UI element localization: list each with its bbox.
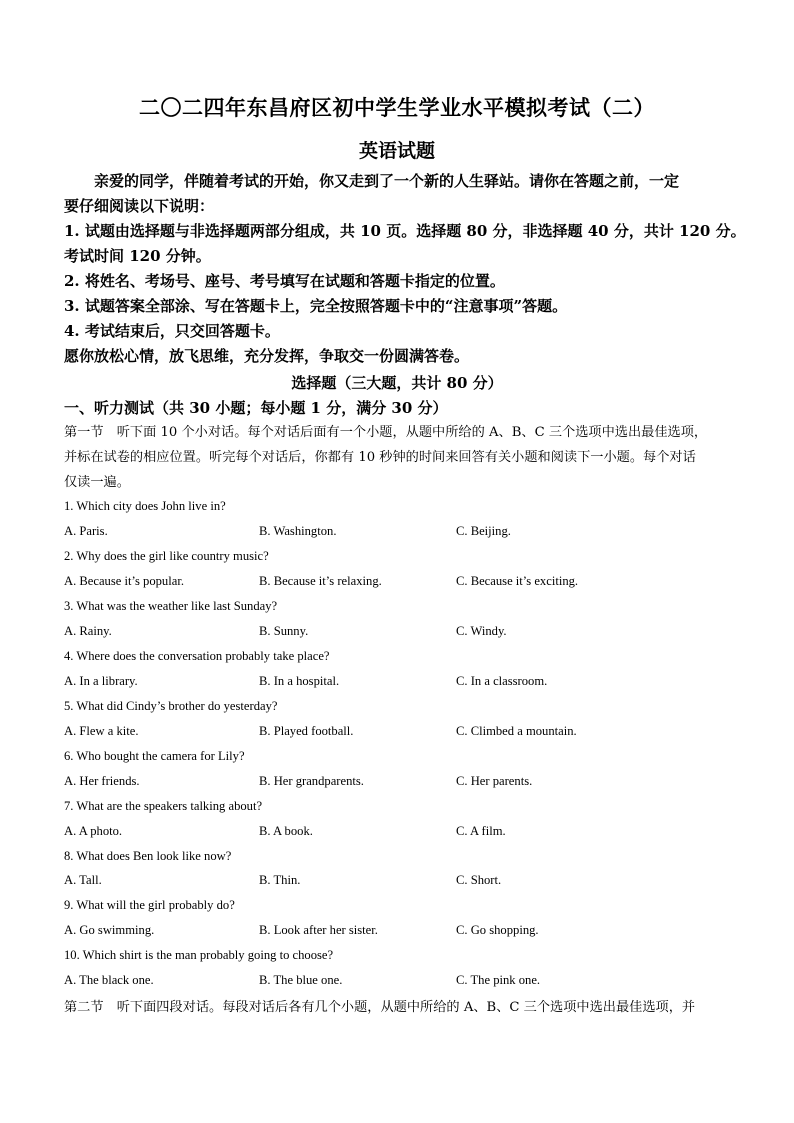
part-title: 一、听力测试（共 30 小题；每小题 1 分，满分 30 分） <box>64 399 448 417</box>
option-b: B. Because it’s relaxing. <box>259 574 382 588</box>
intro-line: 3. 试题答案全部涂、写在答题卡上，完全按照答题卡中的“注意事项”答题。 <box>64 297 568 315</box>
option-c: C. Go shopping. <box>456 923 539 937</box>
option-a: A. Tall. <box>64 873 102 887</box>
option-c: C. Her parents. <box>456 774 533 788</box>
instruction-line: 第一节 听下面 10 个小对话。每个对话后面有一个小题，从题中所给的 A、B、C 三个选项中选出最佳选项， <box>64 425 708 440</box>
option-a: A. Paris. <box>64 524 108 538</box>
intro-line: 2. 将姓名、考场号、座号、考号填写在试题和答题卡指定的位置。 <box>64 272 505 290</box>
intro-line: 亲爱的同学，伴随着考试的开始，你又走到了一个新的人生驿站。请你在答题之前，一定 <box>64 172 680 190</box>
question: 3. What was the weather like last Sunday? <box>64 599 278 613</box>
option-a: A. A photo. <box>64 824 123 838</box>
intro-line: 考试时间 120 分钟。 <box>64 247 211 265</box>
question: 8. What does Ben look like now? <box>64 849 232 863</box>
option-b: B. Her grandparents. <box>259 774 364 788</box>
question: 10. Which shirt is the man probably going to choose? <box>64 948 334 962</box>
option-a: A. Because it’s popular. <box>64 574 184 588</box>
option-b: B. Look after her sister. <box>259 923 378 937</box>
option-b: B. The blue one. <box>259 973 343 987</box>
intro-line: 愿你放松心情，放飞思维，充分发挥，争取交一份圆满答卷。 <box>64 347 470 365</box>
question: 7. What are the speakers talking about? <box>64 799 263 813</box>
option-a: A. Her friends. <box>64 774 140 788</box>
instruction-line: 仅读一遍。 <box>64 475 130 490</box>
section-title: 选择题（三大题，共计 80 分） <box>291 374 503 392</box>
option-a: A. Flew a kite. <box>64 724 139 738</box>
intro-line: 要仔细阅读以下说明： <box>64 197 215 215</box>
option-c: C. Windy. <box>456 624 507 638</box>
question: 1. Which city does John live in? <box>64 499 226 513</box>
option-b: B. A book. <box>259 824 313 838</box>
instruction-line: 第二节 听下面四段对话。每段对话后各有几个小题，从题中所给的 A、B、C 三个选项中选出最佳选项，并 <box>64 1000 696 1015</box>
question: 2. Why does the girl like country music? <box>64 549 269 563</box>
option-c: C. In a classroom. <box>456 674 548 688</box>
instruction-line: 并标在试卷的相应位置。听完每个对话后，你都有 10 秒钟的时间来回答有关小题和阅读下一小题。每个对话 <box>64 450 696 465</box>
question: 5. What did Cindy’s brother do yesterday? <box>64 699 278 713</box>
option-b: B. Sunny. <box>259 624 309 638</box>
option-b: B. Thin. <box>259 873 301 887</box>
question: 4. Where does the conversation probably take place? <box>64 649 330 663</box>
option-a: A. The black one. <box>64 973 154 987</box>
exam-subtitle: 英语试题 <box>358 140 435 162</box>
question: 6. Who bought the camera for Lily? <box>64 749 245 763</box>
option-c: C. Because it’s exciting. <box>456 574 579 588</box>
option-b: B. Played football. <box>259 724 354 738</box>
exam-title: 二〇二四年东昌府区初中学生学业水平模拟考试（二） <box>139 95 655 120</box>
option-c: C. Beijing. <box>456 524 511 538</box>
option-c: C. Climbed a mountain. <box>456 724 577 738</box>
option-c: C. A film. <box>456 824 506 838</box>
intro-line: 1. 试题由选择题与非选择题两部分组成，共 10 页。选择题 80 分，非选择题 40 分，共计 120 分。 <box>64 222 746 240</box>
intro-line: 4. 考试结束后，只交回答题卡。 <box>64 322 280 340</box>
option-a: A. In a library. <box>64 674 138 688</box>
option-a: A. Rainy. <box>64 624 112 638</box>
option-a: A. Go swimming. <box>64 923 155 937</box>
option-c: C. The pink one. <box>456 973 541 987</box>
option-b: B. In a hospital. <box>259 674 340 688</box>
option-b: B. Washington. <box>259 524 337 538</box>
option-c: C. Short. <box>456 873 502 887</box>
question: 9. What will the girl probably do? <box>64 898 235 912</box>
